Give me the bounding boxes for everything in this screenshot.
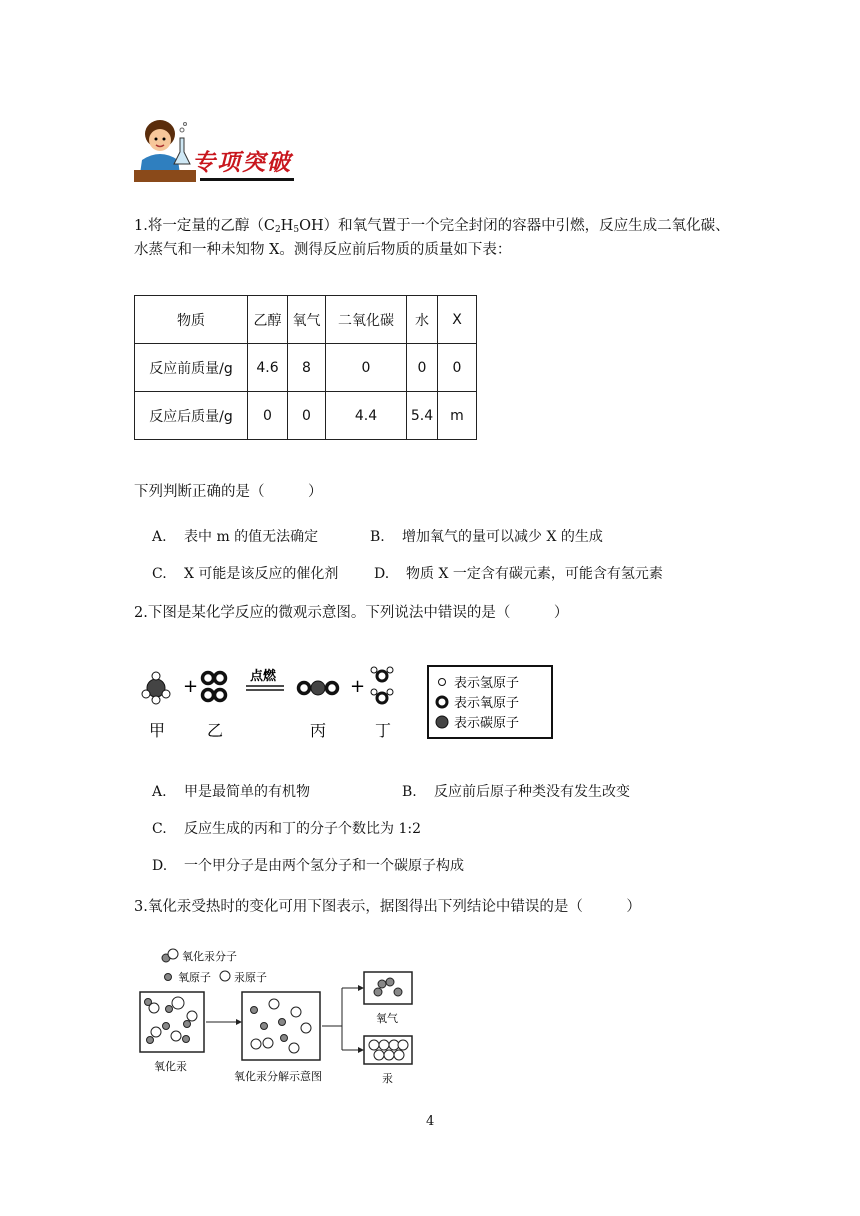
table-cell: 物质 bbox=[135, 296, 248, 344]
option-text: 物质 X 一定含有碳元素，可能含有氢元素 bbox=[406, 566, 663, 582]
q2-legend bbox=[428, 666, 552, 738]
carbon-dioxide-molecule bbox=[299, 681, 338, 695]
option-text: 表中 m 的值无法确定 bbox=[184, 529, 319, 545]
q3-legend bbox=[162, 949, 267, 984]
table-cell: 0 bbox=[288, 392, 326, 440]
plus-sign: + bbox=[350, 676, 366, 697]
option-label: B. bbox=[402, 784, 417, 800]
oxygen-molecules bbox=[203, 673, 226, 701]
q1-sub2: 5 bbox=[293, 225, 300, 235]
option-text: 甲是最简单的有机物 bbox=[184, 784, 310, 800]
q1-option-b bbox=[370, 526, 603, 546]
plus-sign: + bbox=[183, 676, 199, 697]
q1-line2: 水蒸气和一种未知物 X。测得反应前后物质的质量如下表： bbox=[134, 242, 512, 258]
legend-o: 表示氧原子 bbox=[454, 696, 520, 711]
table-cell: m bbox=[438, 392, 477, 440]
label-yi: 乙 bbox=[207, 721, 224, 740]
table-row bbox=[135, 344, 477, 392]
table-row bbox=[135, 392, 477, 440]
option-text: 增加氧气的量可以减少 X 的生成 bbox=[402, 529, 603, 545]
option-text: 一个甲分子是由两个氢分子和一个碳原子构成 bbox=[184, 858, 464, 874]
q2-option-c bbox=[152, 818, 421, 838]
option-label: A. bbox=[152, 784, 167, 800]
table-cell: 0 bbox=[248, 392, 288, 440]
legend-hg-atom: 汞原子 bbox=[234, 971, 267, 984]
q1-option-a bbox=[152, 526, 318, 546]
q3-text: 3.氧化汞受热时的变化可用下图表示，据图得出下列结论中错误的是（ ） bbox=[134, 899, 641, 915]
banner bbox=[130, 112, 300, 186]
label-decomposition: 氧化汞分解示意图 bbox=[234, 1070, 322, 1083]
legend-c: 表示碳原子 bbox=[454, 716, 520, 731]
q2-option-d bbox=[152, 855, 464, 875]
table-cell: 0 bbox=[407, 344, 438, 392]
table-cell: 乙醇 bbox=[248, 296, 288, 344]
page-number: 4 bbox=[426, 1114, 435, 1129]
table-cell: X bbox=[438, 296, 477, 344]
banner-underline bbox=[200, 178, 294, 181]
table-cell: 二氧化碳 bbox=[326, 296, 407, 344]
label-bing: 丙 bbox=[310, 721, 327, 740]
water-molecules bbox=[371, 667, 393, 703]
table-cell: 氧气 bbox=[288, 296, 326, 344]
q1-text-c: OH）和氧气置于一个完全封闭的容器中引燃，反应生成二氧化碳、 bbox=[299, 218, 730, 234]
option-text: X 可能是该反应的催化剂 bbox=[184, 566, 339, 582]
q1-text-a: 1.将一定量的乙醇（C bbox=[134, 218, 275, 234]
q1-option-d bbox=[374, 563, 663, 583]
label-mercury-oxide: 氧化汞 bbox=[154, 1060, 187, 1073]
q1-question: 下列判断正确的是（ ） bbox=[134, 484, 323, 500]
q1-text-b: H bbox=[280, 218, 294, 234]
table-cell: 8 bbox=[288, 344, 326, 392]
q2-text: 2.下图是某化学反应的微观示意图。下列说法中错误的是（ ） bbox=[134, 605, 569, 621]
option-label: A. bbox=[152, 529, 167, 545]
legend-o-atom: 氧原子 bbox=[178, 971, 211, 984]
legend-molecule: 氧化汞分子 bbox=[182, 950, 237, 963]
label-ding: 丁 bbox=[375, 721, 392, 740]
q2-option-a bbox=[152, 781, 310, 801]
label-jia: 甲 bbox=[149, 721, 166, 740]
box-oxygen bbox=[364, 972, 412, 1004]
table-cell: 4.6 bbox=[248, 344, 288, 392]
option-label: C. bbox=[152, 821, 167, 837]
legend-h: 表示氢原子 bbox=[454, 676, 520, 691]
option-label: D. bbox=[374, 566, 390, 582]
q3-decomposition-diagram bbox=[136, 946, 436, 1096]
option-text: 反应生成的丙和丁的分子个数比为 1:2 bbox=[184, 821, 421, 837]
label-mercury: 汞 bbox=[382, 1072, 393, 1085]
table-cell: 0 bbox=[438, 344, 477, 392]
table-cell: 水 bbox=[407, 296, 438, 344]
option-label: B. bbox=[370, 529, 385, 545]
q2-option-b bbox=[402, 781, 630, 801]
q1-mass-table bbox=[134, 295, 477, 440]
option-label: D. bbox=[152, 858, 168, 874]
label-oxygen: 氧气 bbox=[376, 1012, 398, 1025]
q2-reaction-diagram bbox=[138, 664, 568, 744]
table-header-row bbox=[135, 296, 477, 344]
table-cell: 反应前质量/g bbox=[135, 344, 248, 392]
q1-sub1: 2 bbox=[274, 225, 281, 235]
reaction-condition: 点燃 bbox=[250, 669, 277, 684]
methane-molecule bbox=[142, 672, 170, 704]
table-cell: 4.4 bbox=[326, 392, 407, 440]
option-text: 反应前后原子种类没有发生改变 bbox=[434, 784, 630, 800]
table-cell: 5.4 bbox=[407, 392, 438, 440]
q1-option-c bbox=[152, 563, 338, 583]
banner-title: 专项突破 bbox=[192, 150, 292, 176]
table-cell: 0 bbox=[326, 344, 407, 392]
option-label: C. bbox=[152, 566, 167, 582]
table-cell: 反应后质量/g bbox=[135, 392, 248, 440]
